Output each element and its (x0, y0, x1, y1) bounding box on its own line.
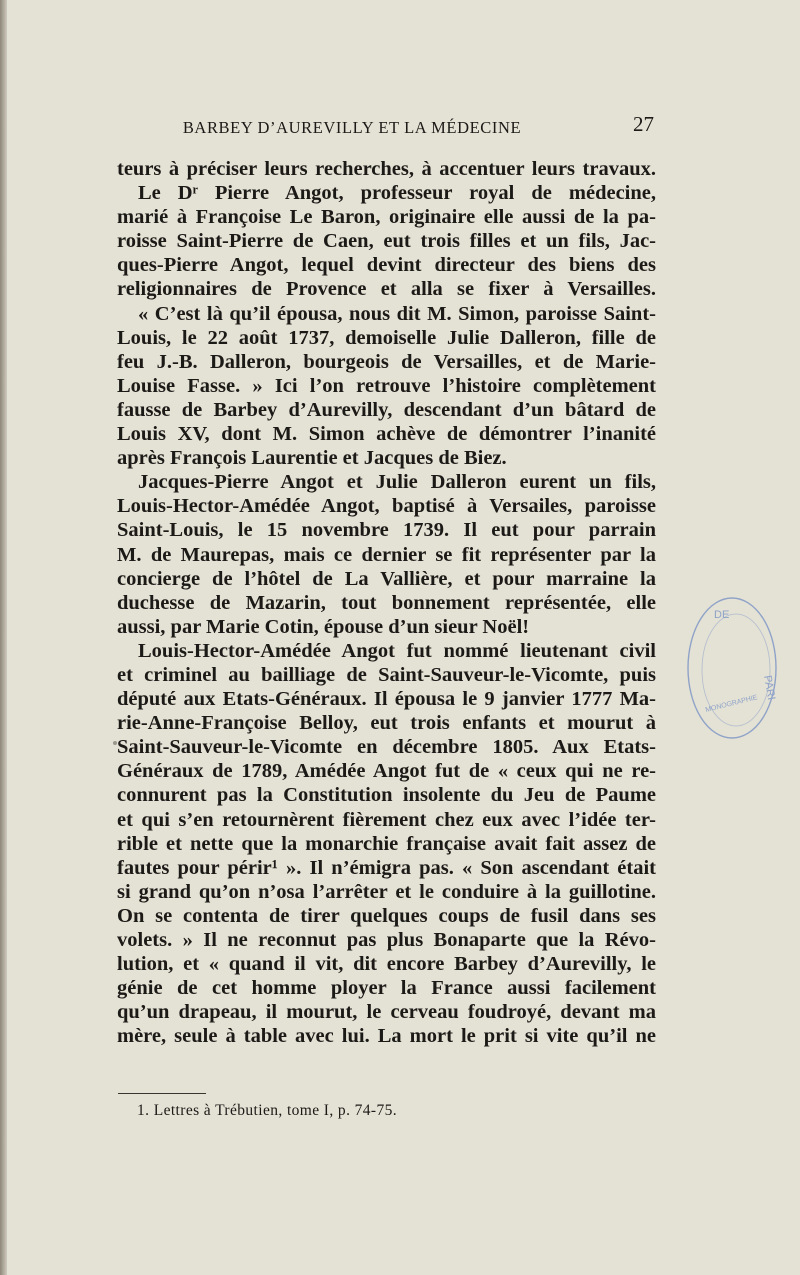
text-line: et criminel au bailliage de Saint-Sauveur-le-Vicomte, puis (117, 663, 656, 686)
text-line: lution, et « quand il vit, dit encore Barbey d’Aurevilly, le (117, 953, 656, 976)
text-line: rible et nette que la monarchie française avait fait assez de (117, 832, 656, 855)
text-line: député aux Etats-Généraux. Il épousa le 9 janvier 1777 Ma- (117, 688, 656, 711)
text-line: Louis-Hector-Amédée Angot fut nommé lieutenant civil (138, 639, 656, 662)
body-text (117, 157, 656, 1048)
running-head (118, 112, 656, 142)
text-line: aussi, par Marie Cotin, épouse d’un sieur Noël! (117, 615, 530, 638)
text-line: « C’est là qu’il épousa, nous dit M. Simon, paroisse Saint- (138, 302, 656, 325)
text-line: mère, seule à table avec lui. La mort le prit si vite qu’il ne (117, 1025, 656, 1048)
stamp-top-text: DE (714, 609, 730, 621)
paragraph-mark (113, 741, 117, 745)
text-line: Saint-Sauveur-le-Vicomte en décembre 1805. Aux Etats- (117, 736, 656, 759)
footnote: 1. Lettres à Trébutien, tome I, p. 74-75. (137, 1102, 398, 1119)
stamp-bottom-text: MONOGRAPHIE (704, 694, 759, 714)
text-line: M. de Maurepas, mais ce dernier se fit représenter par la (117, 543, 656, 566)
text-line: et qui s’en retournèrent fièrement chez eux avec l’idée ter- (117, 808, 656, 831)
page-spine-shadow (0, 0, 7, 1275)
text-line: Louise Fasse. » Ici l’on retrouve l’histoire complètement (117, 374, 656, 397)
footnote-divider (118, 1093, 206, 1094)
text-line: Saint-Louis, le 15 novembre 1739. Il eut pour parrain (117, 519, 656, 542)
text-line: Louis, le 22 août 1737, demoiselle Julie Dalleron, fille de (117, 326, 656, 349)
text-line: si grand qu’on n’osa l’arrêter et le conduire à la guillotine. (117, 880, 656, 903)
text-line: génie de cet homme ployer la France aussi facilement (117, 977, 656, 1000)
text-line: ques-Pierre Angot, lequel devint directeur des biens des (117, 254, 656, 277)
text-line: feu J.-B. Dalleron, bourgeois de Versailles, et de Marie- (117, 350, 656, 373)
text-line: Généraux de 1789, Amédée Angot fut de « ceux qui ne re- (117, 760, 656, 783)
page-number: 27 (633, 112, 654, 136)
text-line: fausse de Barbey d’Aurevilly, descendant d’un bâtard de (117, 398, 656, 421)
stamp-right-text: PARI (761, 674, 778, 702)
text-line: après François Laurentie et Jacques de Biez. (117, 447, 507, 470)
text-line: Louis XV, dont M. Simon achève de démontrer l’inanité (117, 423, 656, 446)
text-line: concierge de l’hôtel de La Vallière, et pour marraine la (117, 567, 656, 590)
text-line: qu’un drapeau, il mourut, le cerveau foudroyé, devant ma (117, 1001, 656, 1024)
text-line: On se contenta de tirer quelques coups de fusil dans ses (117, 904, 656, 927)
text-line: connurent pas la Constitution insolente du Jeu de Paume (117, 784, 656, 807)
text-line: Le Dʳ Pierre Angot, professeur royal de médecine, (138, 182, 656, 205)
stamp-outline (688, 598, 776, 738)
text-line: roisse Saint-Pierre de Caen, eut trois filles et un fils, Jac- (117, 230, 656, 253)
text-line: religionnaires de Provence et alla se fixer à Versailles. (117, 278, 656, 301)
text-line: rie-Anne-Françoise Belloy, eut trois enfants et mourut à (117, 712, 656, 735)
text-line: marié à Françoise Le Baron, originaire elle aussi de la pa- (117, 206, 656, 229)
text-line: teurs à préciser leurs recherches, à accentuer leurs travaux. (117, 158, 656, 180)
text-line: Louis-Hector-Amédée Angot, baptisé à Versailes, paroisse (117, 495, 656, 518)
library-stamp (682, 588, 782, 748)
running-title: BARBEY D’AUREVILLY ET LA MÉDECINE (182, 118, 522, 137)
text-line: Jacques-Pierre Angot et Julie Dalleron eurent un fils, (138, 471, 656, 494)
text-line: duchesse de Mazarin, tout bonnement représentée, elle (117, 591, 656, 614)
text-line: volets. » Il ne reconnut pas plus Bonaparte que la Révo- (117, 929, 656, 951)
text-line: fautes pour périr¹ ». Il n’émigra pas. « Son ascendant était (117, 856, 656, 879)
